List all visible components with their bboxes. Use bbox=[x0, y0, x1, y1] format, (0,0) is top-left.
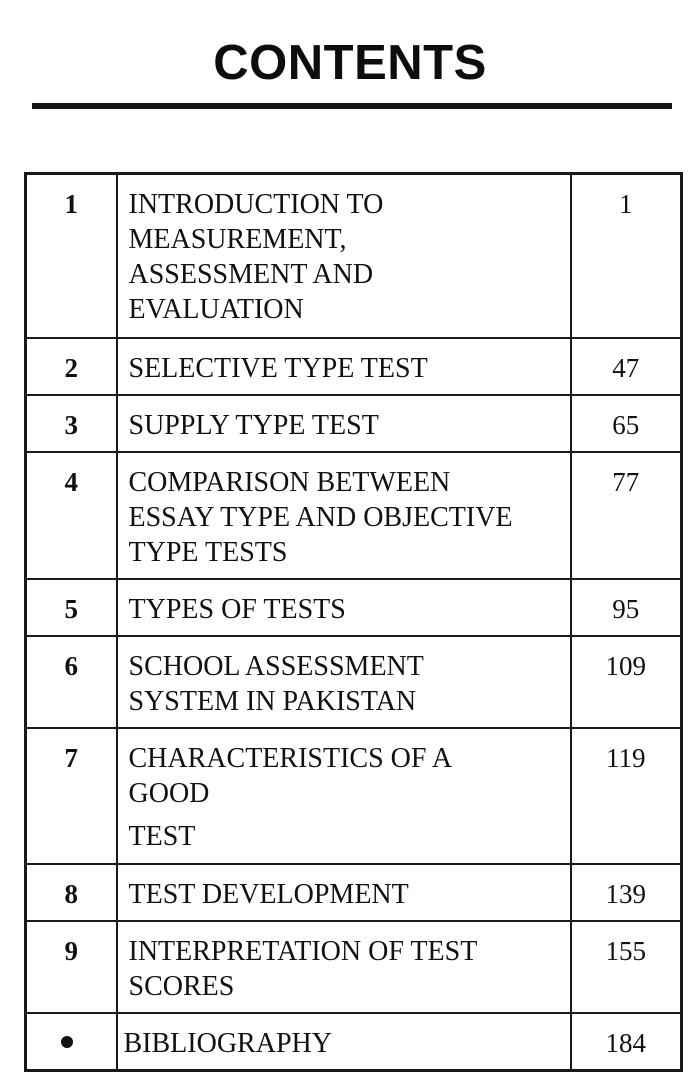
toc-row-4 bbox=[26, 452, 682, 579]
page-number: 184 bbox=[571, 1013, 682, 1071]
chapter-title bbox=[117, 579, 571, 636]
toc-row-7 bbox=[26, 728, 682, 864]
chapter-title-line: INTERPRETATION OF TEST bbox=[128, 935, 478, 967]
chapter-title-line: EVALUATION bbox=[128, 294, 304, 325]
chapter-title bbox=[117, 921, 571, 1013]
chapter-title-line: INTRODUCTION TO bbox=[128, 189, 384, 220]
chapter-number: 7 bbox=[26, 728, 117, 864]
chapter-title bbox=[117, 338, 571, 395]
toc-row-bibliography bbox=[26, 1013, 682, 1071]
toc-row-1 bbox=[26, 174, 682, 338]
chapter-title-line: SCHOOL ASSESSMENT bbox=[128, 650, 424, 682]
chapter-title bbox=[117, 864, 571, 921]
chapter-number: 9 bbox=[26, 921, 117, 1013]
chapter-title-line: TYPES OF TESTS bbox=[128, 593, 346, 625]
chapter-title-line: MEASUREMENT, bbox=[128, 224, 347, 255]
bullet-icon bbox=[61, 1036, 73, 1048]
chapter-number: 8 bbox=[26, 864, 117, 921]
bibliography-title: BIBLIOGRAPHY bbox=[117, 1013, 571, 1071]
chapter-title-line: TEST bbox=[128, 820, 196, 852]
chapter-title-line: COMPARISON BETWEEN bbox=[128, 466, 451, 498]
chapter-title-line: TYPE TESTS bbox=[128, 536, 288, 568]
chapter-title-line: GOOD bbox=[128, 777, 210, 809]
chapter-title-line: CHARACTERISTICS OF A bbox=[128, 742, 453, 774]
chapter-number: 6 bbox=[26, 636, 117, 728]
chapter-title bbox=[117, 174, 571, 338]
page-number: 77 bbox=[571, 452, 682, 579]
page-number: 155 bbox=[571, 921, 682, 1013]
toc-row-8 bbox=[26, 864, 682, 921]
toc-row-9 bbox=[26, 921, 682, 1013]
chapter-title-line: ESSAY TYPE AND OBJECTIVE bbox=[128, 501, 513, 533]
chapter-number: 2 bbox=[26, 338, 117, 395]
chapter-title-line: SYSTEM IN PAKISTAN bbox=[128, 685, 417, 717]
page-number: 109 bbox=[571, 636, 682, 728]
page-number: 119 bbox=[571, 728, 682, 864]
chapter-title-line: TEST DEVELOPMENT bbox=[128, 878, 409, 910]
chapter-number: 1 bbox=[26, 174, 117, 338]
toc-row-6 bbox=[26, 636, 682, 728]
page-title: CONTENTS bbox=[213, 36, 487, 90]
chapter-title bbox=[117, 452, 571, 579]
chapter-number: 3 bbox=[26, 395, 117, 452]
chapter-number: 5 bbox=[26, 579, 117, 636]
chapter-title bbox=[117, 636, 571, 728]
chapter-title bbox=[117, 728, 571, 864]
title-divider bbox=[32, 103, 672, 109]
chapter-title-line: ASSESSMENT AND bbox=[128, 259, 374, 290]
bibliography-marker bbox=[26, 1013, 117, 1071]
page-number: 65 bbox=[571, 395, 682, 452]
contents-table bbox=[24, 172, 683, 1072]
page-number: 95 bbox=[571, 579, 682, 636]
chapter-title-line: SCORES bbox=[128, 970, 235, 1002]
chapter-title-line: SELECTIVE TYPE TEST bbox=[128, 352, 428, 384]
chapter-title-line: SUPPLY TYPE TEST bbox=[128, 409, 379, 441]
page-number: 139 bbox=[571, 864, 682, 921]
chapter-number: 4 bbox=[26, 452, 117, 579]
toc-row-5 bbox=[26, 579, 682, 636]
toc-row-2 bbox=[26, 338, 682, 395]
page-number: 1 bbox=[571, 174, 682, 338]
page-number: 47 bbox=[571, 338, 682, 395]
toc-row-3 bbox=[26, 395, 682, 452]
chapter-title bbox=[117, 395, 571, 452]
